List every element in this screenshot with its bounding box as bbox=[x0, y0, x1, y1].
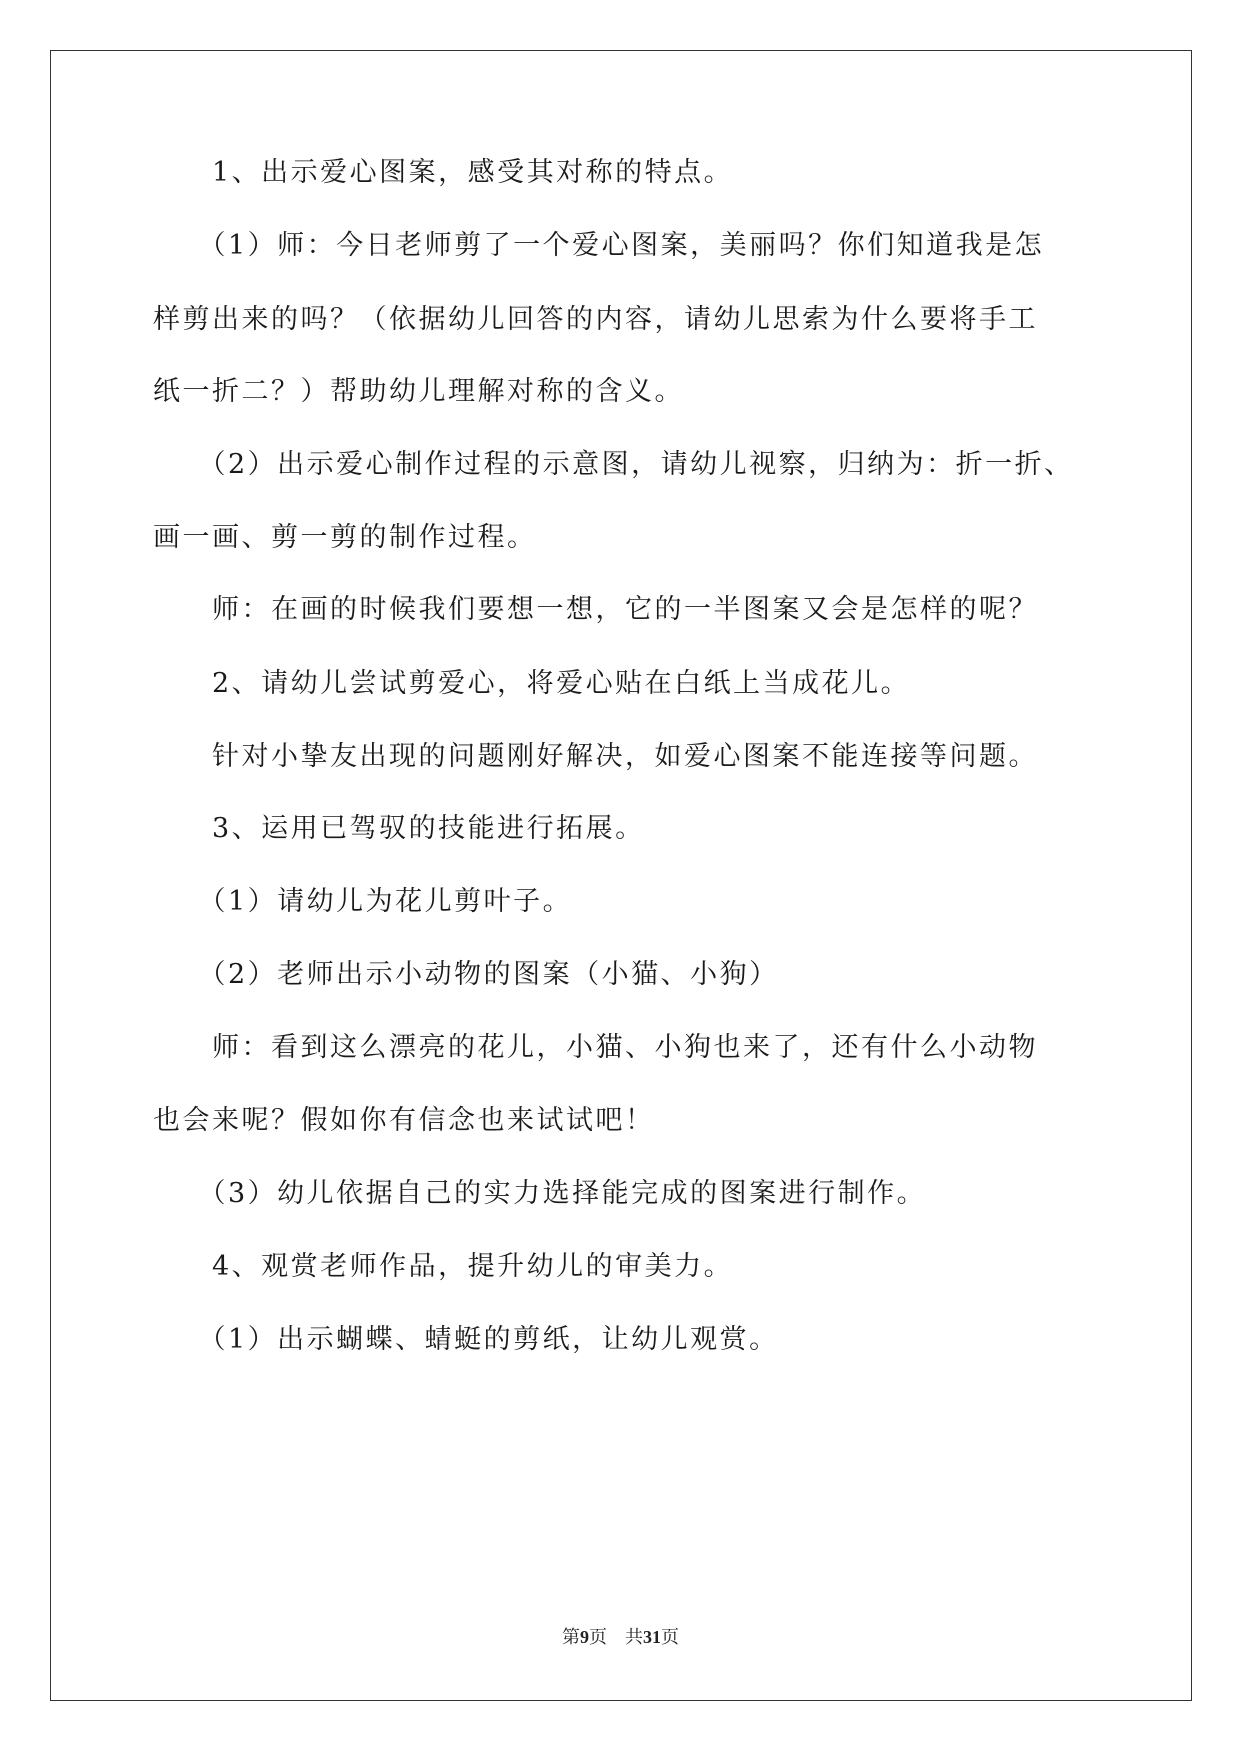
footer-suffix: 页 bbox=[661, 1627, 679, 1648]
paragraph-line: 1、出示爱心图案，感受其对称的特点。 bbox=[153, 157, 734, 188]
paragraph-line: （2）出示爱心制作过程的示意图，请幼儿视察，归纳为：折一折、 bbox=[153, 449, 1074, 480]
paragraph-line: （1）请幼儿为花儿剪叶子。 bbox=[153, 886, 573, 917]
paragraph-line: 纸一折二？）帮助幼儿理解对称的含义。 bbox=[153, 376, 684, 407]
footer-mid: 页 共 bbox=[589, 1627, 643, 1648]
paragraph-line: （1）师：今日老师剪了一个爱心图案，美丽吗？你们知道我是怎 bbox=[153, 230, 1045, 261]
paragraph-line: 4、观赏老师作品，提升幼儿的审美力。 bbox=[153, 1251, 734, 1282]
paragraph-line: 师：看到这么漂亮的花儿，小猫、小狗也来了，还有什么小动物 bbox=[153, 1032, 1038, 1063]
page-footer bbox=[0, 1625, 1241, 1650]
paragraph-line: （3）幼儿依据自己的实力选择能完成的图案进行制作。 bbox=[153, 1178, 927, 1209]
paragraph-line: 针对小挚友出现的问题刚好解决，如爱心图案不能连接等问题。 bbox=[153, 741, 1038, 772]
paragraph-line: （2）老师出示小动物的图案（小猫、小狗） bbox=[153, 959, 779, 990]
total-pages: 31 bbox=[643, 1627, 661, 1647]
paragraph-line: 样剪出来的吗？（依据幼儿回答的内容，请幼儿思索为什么要将手工 bbox=[153, 304, 1038, 335]
paragraph-line: 师：在画的时候我们要想一想，它的一半图案又会是怎样的呢？ bbox=[153, 594, 1038, 625]
paragraph-line: （1）出示蝴蝶、蜻蜓的剪纸，让幼儿观赏。 bbox=[153, 1324, 779, 1355]
footer-prefix: 第 bbox=[562, 1627, 580, 1648]
page-border bbox=[50, 50, 1192, 1701]
paragraph-line: 2、请幼儿尝试剪爱心，将爱心贴在白纸上当成花儿。 bbox=[153, 668, 911, 699]
page-number: 9 bbox=[580, 1627, 589, 1647]
paragraph-line: 也会来呢？假如你有信念也来试试吧！ bbox=[153, 1105, 655, 1136]
paragraph-line: 画一画、剪一剪的制作过程。 bbox=[153, 522, 537, 553]
paragraph-line: 3、运用已驾驭的技能进行拓展。 bbox=[153, 813, 645, 844]
